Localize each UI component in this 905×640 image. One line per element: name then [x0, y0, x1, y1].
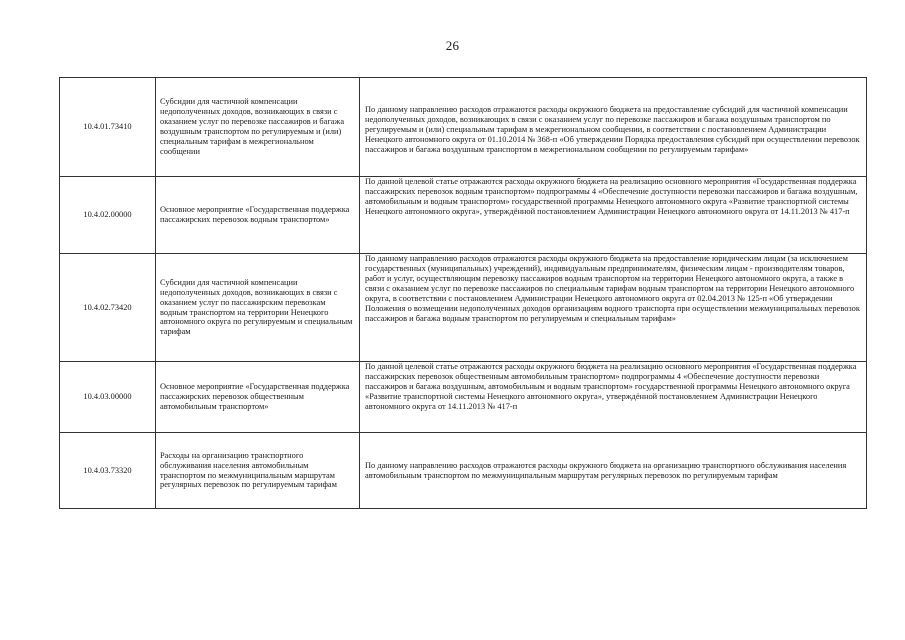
- table-row: [60, 433, 867, 509]
- row-code: 10.4.01.73410: [60, 78, 156, 177]
- row-description-text: По данному направлению расходов отражаются расходы окружного бюджета на предоставление субсидий для частичной компенсации недополученных доходов, возникающих в связи с оказанием услуг по перевозке пассажиров и багажа воздушным транспортом по регулируемым и (или) специальным тарифам в межрегиональном сообщении, в соответствии с постановлением Администрации Ненецкого автономного округа от 01.10.2014 № 368-п «Об утверждении Порядка предоставления субсидий при осуществлении перевозок пассажиров и багажа воздушным транспортом в межрегиональном сообщении по регулируемым тарифам»: [365, 105, 860, 154]
- row-description: [360, 78, 867, 177]
- row-name: Основное мероприятие «Государственная поддержка пассажирских перевозок водным транспортом»: [156, 177, 360, 254]
- table-row: [60, 362, 867, 433]
- row-name: Расходы на организацию транспортного обслуживания населения автомобильным транспортом по межмуниципальным маршрутам регулярных перевозок по регулируемым тарифам: [156, 433, 360, 509]
- row-description-text: По данной целевой статье отражаются расходы окружного бюджета на реализацию основного мероприятия «Государственная поддержка пассажирских перевозок водным транспортом» подпрограммы 4 «Обеспечение доступности перевозки пассажиров и багажа воздушным, автомобильным и водным транспортом» государственной программы Ненецкого автономного округа «Развитие транспортной системы Ненецкого автономного округа», утверждённой постановлением Администрации Ненецкого автономного округа от 14.11.2013 № 417-п: [365, 177, 858, 216]
- table-row: [60, 78, 867, 177]
- row-description: [360, 433, 867, 509]
- row-name: Субсидии для частичной компенсации недополученных доходов, возникающих в связи с оказанием услуг по перевозке пассажиров и багажа воздушным транспортом по регулируемым и (или) специальным тарифам в межрегиональном сообщении: [156, 78, 360, 177]
- row-name: Основное мероприятие «Государственная поддержка пассажирских перевозок общественным автомобильным транспортом»: [156, 362, 360, 433]
- row-description-text: По данной целевой статье отражаются расходы окружного бюджета на реализацию основного мероприятия «Государственная поддержка пассажирских перевозок общественным автомобильным транспортом» подпрограммы 4 «Обеспечение доступности перевозки пассажиров и багажа воздушным, автомобильным и водным транспортом» государственной программы Ненецкого автономного округа «Развитие транспортной системы Ненецкого автономного округа», утверждённой постановлением Администрации Ненецкого автономного округа от 14.11.2013 № 417-п: [365, 362, 857, 411]
- classification-table: [59, 77, 867, 509]
- table-row: [60, 177, 867, 254]
- row-description: [360, 254, 867, 362]
- row-code: 10.4.02.73420: [60, 254, 156, 362]
- page-number: 26: [445, 38, 460, 53]
- row-code: 10.4.03.00000: [60, 362, 156, 433]
- table-row: [60, 254, 867, 362]
- row-description: [360, 362, 867, 433]
- row-description-text: По данному направлению расходов отражаются расходы окружного бюджета на организацию транспортного обслуживания населения автомобильным транспортом по межмуниципальным маршрутам регулярных перевозок по регулируемым тарифам: [365, 460, 847, 480]
- row-code: 10.4.03.73320: [60, 433, 156, 509]
- row-code: 10.4.02.00000: [60, 177, 156, 254]
- row-name: Субсидии для частичной компенсации недополученных доходов, возникающих в связи с оказанием услуг по пассажирским перевозкам водным транспортом на территории Ненецкого автономного округа по регулируемым и специальным тарифам: [156, 254, 360, 362]
- row-description: [360, 177, 867, 254]
- row-description-text: По данному направлению расходов отражаются расходы окружного бюджета на предоставление юридическим лицам (за исключением государственных (муниципальных) учреждений), индивидуальным предпринимателям, физическим лицам - производителям товаров, работ и услуг, осуществляющим перевозку пассажиров водным транспортом на территории Ненецкого автономного округа, а также в связи с оказанием услуг по перевозке пассажиров по специальным тарифам водным транспортом на территории Ненецкого автономного округа, в соответствии с постановлением Администрации Ненецкого автономного округа от 02.04.2013 № 125-п «Об утверждении Положения о возмещении недополученных доходов организациям водного транспорта при осуществлении межмуниципальных перевозок пассажиров и багажа водным транспортом по регулируемым и специальным тарифам»: [365, 254, 860, 323]
